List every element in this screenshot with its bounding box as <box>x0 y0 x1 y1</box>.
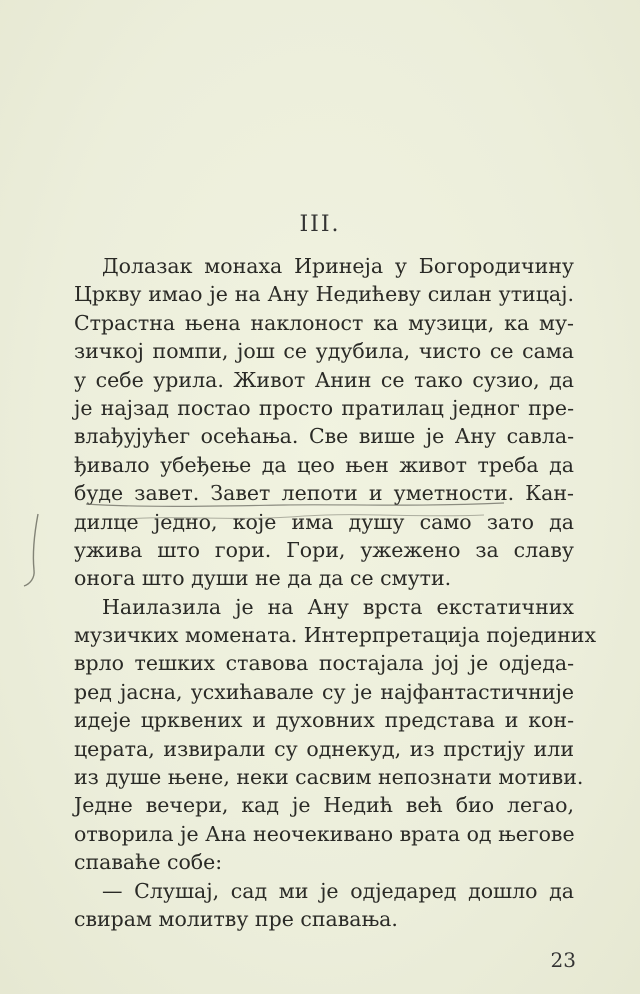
text-line: Долазак монаха Иринеја у Богородичину <box>102 254 574 278</box>
text-line: церата, извирали су однекуд, из прстију или <box>74 736 574 761</box>
text-line: у себе урила. Живот Анин се тако сузио, да <box>74 367 574 392</box>
text-line: дилце једно, које има душу само зато да <box>74 509 574 534</box>
text-line: влађујућег осећања. Све више је Ану савла- <box>74 424 574 449</box>
page-number: 23 <box>550 948 576 972</box>
text-line: ђивало убеђење да цео њен живот треба да <box>74 452 574 477</box>
text-line: музичких момената. Интерпретација појединих <box>74 623 597 648</box>
text-line: Страстна њена наклоност ка музици, ка му- <box>74 310 574 335</box>
text-line: Цркву имао је на Ану Недићеву силан утицај. <box>74 282 574 307</box>
text-line: буде завет. Завет лепоти и уметности. Кан- <box>74 481 574 506</box>
text-line: ред јасна, усхићавале су је најфантастичније <box>74 679 574 704</box>
text-line: је најзад постао просто пратилац једног пре- <box>74 395 574 420</box>
text-line: отворила је Ана неочекивано врата од његове <box>74 821 575 846</box>
text-line: Наилазила је на Ану врста екстатичних <box>102 594 574 619</box>
text-line: онога што души не да да се смути. <box>74 566 452 591</box>
text-line: зичкој помпи, још се удубила, чисто се сама <box>74 339 574 364</box>
pencil-margin-mark <box>18 510 48 590</box>
text-line: спаваће собе: <box>74 850 223 875</box>
text-line: из душе њене, неки сасвим непознати мотиви. <box>74 765 584 790</box>
text-line: идеје црквених и духовних представа и кон- <box>74 708 574 733</box>
text-line: — Слушај, сад ми је одједаред дошло да <box>102 878 574 903</box>
text-line: свирам молитву пре спавања. <box>74 906 398 931</box>
chapter-heading: III. <box>299 212 341 237</box>
text-line: ужива што гори. Гори, ужежено за славу <box>74 537 574 562</box>
text-line: Једне вечери, кад је Недић већ био легао, <box>74 793 574 818</box>
text-line: врло тешких ставова постајала јој је одједа- <box>74 651 574 676</box>
body-text <box>74 252 597 933</box>
